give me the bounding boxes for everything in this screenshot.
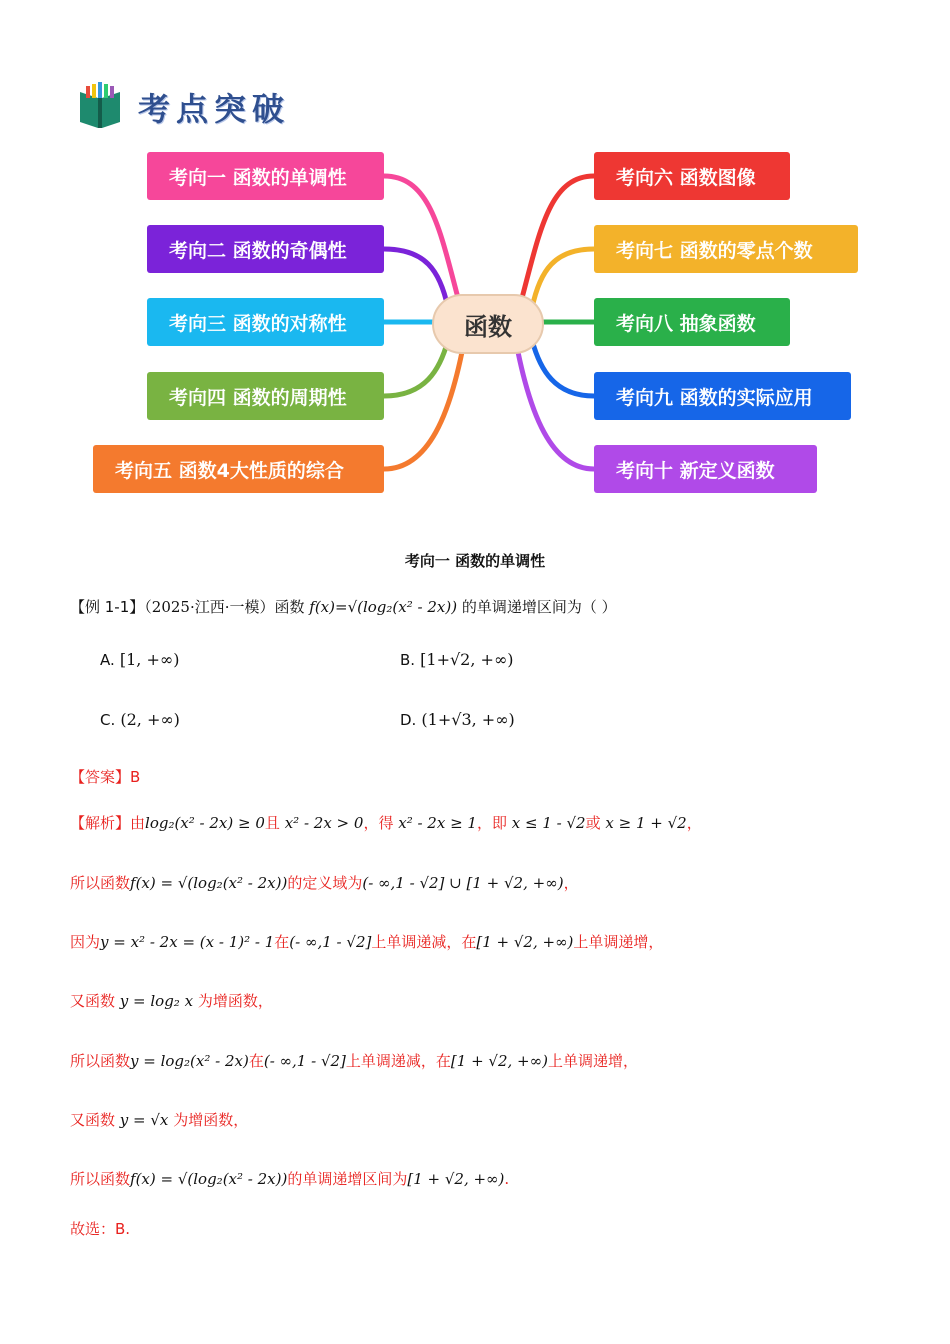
branch-right-7: 考向七 函数的零点个数	[594, 225, 858, 273]
question-tag: 【例 1-1】	[70, 598, 145, 616]
branch-left-1: 考向一 函数的单调性	[147, 152, 384, 200]
option-d: D. (1+√3, +∞)	[400, 710, 515, 729]
question-source: （2025·江西·一模）函数	[144, 598, 305, 616]
question-formula: f(x)=√(log₂(x² - 2x))	[309, 598, 458, 616]
book-icon	[76, 82, 124, 130]
branch-left-3: 考向三 函数的对称性	[147, 298, 384, 346]
solution-line-7: 所以函数f(x) = √(log₂(x² - 2x))的单调递增区间为[1 + √2, +∞).	[70, 1170, 510, 1188]
solution-line-3: 因为y = x² - 2x = (x - 1)² - 1在(- ∞,1 - √2]上单调递减，在[1 + √2, +∞)上单调递增，	[70, 933, 664, 951]
branch-right-9: 考向九 函数的实际应用	[594, 372, 851, 420]
solution-line-5: 所以函数y = log₂(x² - 2x)在(- ∞,1 - √2]上单调递减，在[1 + √2, +∞)上单调递增，	[70, 1052, 638, 1070]
branch-right-6: 考向六 函数图像	[594, 152, 790, 200]
branch-right-8: 考向八 抽象函数	[594, 298, 790, 346]
option-c: C. (2, +∞)	[100, 710, 180, 729]
section-title: 考向一 函数的单调性	[404, 552, 546, 570]
option-b: B. [1+√2, +∞)	[400, 650, 514, 669]
branch-left-5: 考向五 函数4大性质的综合	[93, 445, 384, 493]
solution-line-4: 又函数 y = log₂ x 为增函数，	[70, 992, 273, 1010]
mindmap-center: 函数	[432, 294, 544, 354]
branch-left-4: 考向四 函数的周期性	[147, 372, 384, 420]
answer-label: 【答案】B	[70, 768, 141, 786]
branch-left-2: 考向二 函数的奇偶性	[147, 225, 384, 273]
solution-conclusion: 故选：B.	[70, 1220, 131, 1238]
branch-right-10: 考向十 新定义函数	[594, 445, 817, 493]
option-a: A. [1, +∞)	[100, 650, 180, 669]
header-title: 考点突破	[138, 90, 291, 128]
solution-line-2: 所以函数f(x) = √(log₂(x² - 2x))的定义域为(- ∞,1 - √2] ∪ [1 + √2, +∞)，	[70, 874, 579, 892]
solution-line-1: 【解析】由log₂(x² - 2x) ≥ 0且 x² - 2x > 0，得 x² - 2x ≥ 1，即 x ≤ 1 - √2或 x ≥ 1 + √2，	[70, 814, 702, 832]
question-stem	[70, 596, 617, 617]
question-suffix: 的单调递增区间为（ ）	[461, 598, 617, 616]
solution-line-6: 又函数 y = √x 为增函数，	[70, 1111, 249, 1129]
